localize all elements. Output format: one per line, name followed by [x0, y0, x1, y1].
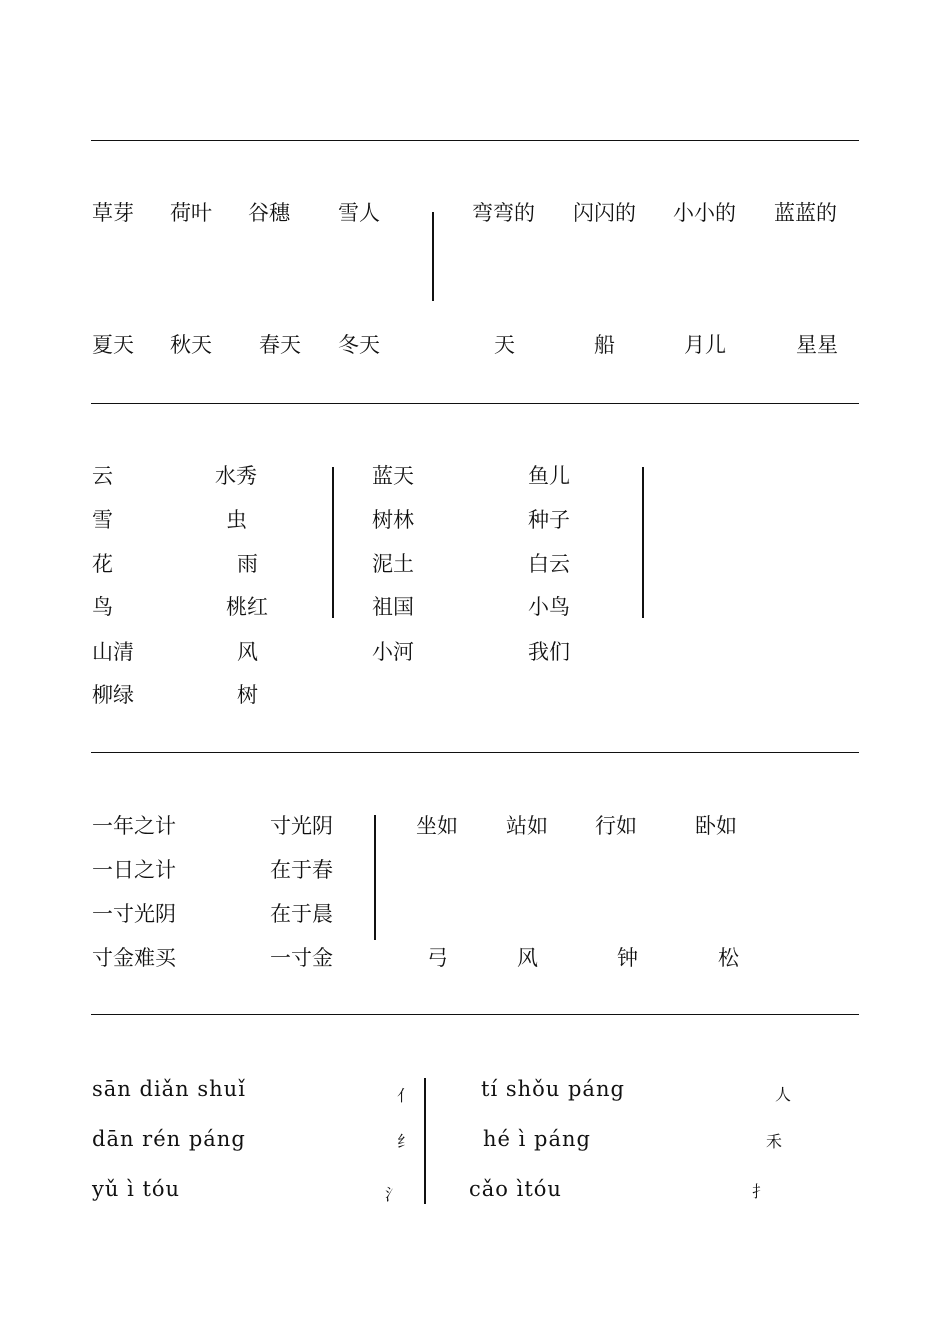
pair-mid-b: 鱼儿 [528, 464, 570, 488]
pair-mid-b: 白云 [528, 552, 570, 576]
pair-mid-b: 我们 [528, 640, 570, 664]
noun-item: 雪人 [338, 201, 380, 225]
noun-item: 草芽 [92, 201, 134, 225]
posture-item: 坐如 [416, 814, 458, 838]
season-item: 夏天 [92, 333, 134, 357]
radical-glyph: 亻 [397, 1086, 414, 1105]
radical-glyph: 氵 [385, 1185, 402, 1204]
radical-glyph: 禾 [766, 1132, 783, 1151]
season-item: 冬天 [338, 333, 380, 357]
divider-section-4 [91, 1014, 859, 1015]
pair-left-b: 风 [237, 640, 258, 664]
comparison-item: 松 [718, 946, 739, 970]
radical-pinyin: cǎo ìtóu [469, 1177, 562, 1201]
pair-mid-a: 泥土 [372, 552, 414, 576]
radical-glyph: 纟 [397, 1132, 414, 1151]
pair-left-a: 山清 [92, 640, 134, 664]
noun-item: 谷穗 [248, 201, 290, 225]
comparison-item: 钟 [617, 946, 638, 970]
divider-top [91, 140, 859, 141]
pair-left-a: 鸟 [92, 595, 113, 619]
pair-left-b: 虫 [226, 508, 247, 532]
proverb-end: 一寸金 [270, 946, 333, 970]
radical-pinyin: sān diǎn shuǐ [92, 1077, 246, 1101]
pair-mid-a: 蓝天 [372, 464, 414, 488]
object-item: 月儿 [684, 333, 726, 357]
section-2-separator-left [332, 467, 334, 618]
posture-item: 站如 [506, 814, 548, 838]
section-2-separator-right [642, 467, 644, 618]
adjective-item: 弯弯的 [472, 201, 535, 225]
pair-mid-b: 小鸟 [528, 595, 570, 619]
section-4-separator [424, 1078, 426, 1204]
pair-mid-a: 树林 [372, 508, 414, 532]
divider-section-2 [91, 403, 859, 404]
pair-left-a: 雪 [92, 508, 113, 532]
object-item: 船 [594, 333, 615, 357]
proverb-start: 一寸光阴 [92, 902, 176, 926]
section-1-separator [432, 212, 434, 301]
pair-left-a: 花 [92, 552, 113, 576]
proverb-start: 一年之计 [92, 814, 176, 838]
adjective-item: 闪闪的 [573, 201, 636, 225]
pair-mid-b: 种子 [528, 508, 570, 532]
divider-section-3 [91, 752, 859, 753]
season-item: 秋天 [170, 333, 212, 357]
object-item: 天 [494, 333, 515, 357]
comparison-item: 风 [517, 946, 538, 970]
adjective-item: 蓝蓝的 [774, 201, 837, 225]
radical-pinyin: yǔ ì tóu [92, 1177, 181, 1201]
radical-pinyin: dān rén páng [92, 1127, 246, 1151]
posture-item: 行如 [595, 814, 637, 838]
radical-glyph: 人 [775, 1085, 792, 1104]
pair-left-a: 云 [92, 464, 113, 488]
radical-glyph: 扌 [752, 1182, 769, 1201]
noun-item: 荷叶 [170, 201, 212, 225]
pair-left-b: 桃红 [226, 595, 268, 619]
pair-left-b: 树 [237, 683, 258, 707]
proverb-end: 寸光阴 [270, 814, 333, 838]
adjective-item: 小小的 [673, 201, 736, 225]
comparison-item: 弓 [427, 946, 448, 970]
radical-pinyin: hé ì páng [483, 1127, 591, 1151]
proverb-start: 寸金难买 [92, 946, 176, 970]
pair-left-b: 雨 [237, 552, 258, 576]
season-item: 春天 [259, 333, 301, 357]
proverb-end: 在于晨 [270, 902, 333, 926]
object-item: 星星 [796, 333, 838, 357]
proverb-end: 在于春 [270, 858, 333, 882]
proverb-start: 一日之计 [92, 858, 176, 882]
pair-mid-a: 小河 [372, 640, 414, 664]
posture-item: 卧如 [695, 814, 737, 838]
radical-pinyin: tí shǒu páng [481, 1077, 625, 1101]
pair-left-b: 水秀 [215, 464, 257, 488]
section-3-separator [374, 815, 376, 940]
pair-left-a: 柳绿 [92, 683, 134, 707]
pair-mid-a: 祖国 [372, 595, 414, 619]
